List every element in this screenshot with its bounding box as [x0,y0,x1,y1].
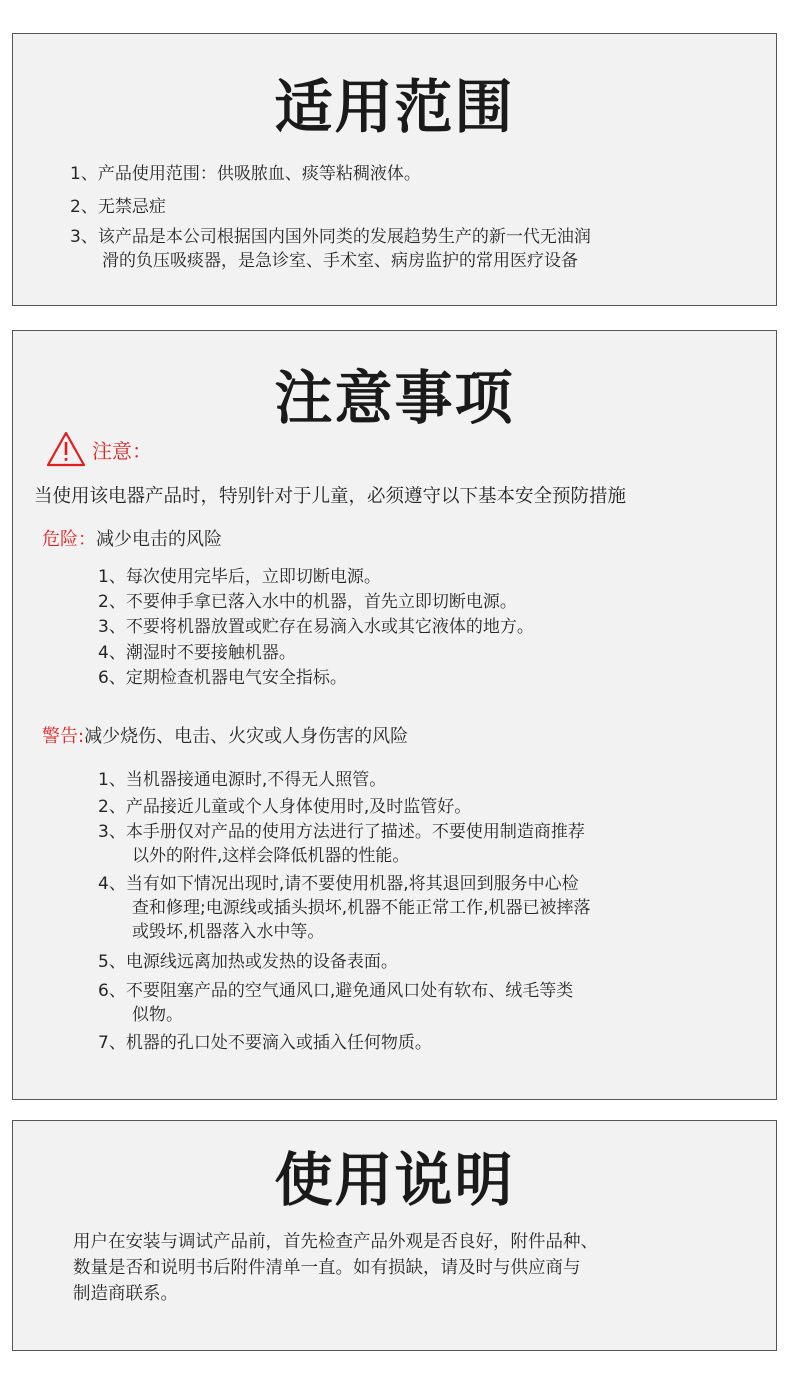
warning-heading [42,722,408,748]
usage-title: 使用说明 [274,1146,515,1214]
notes-title: 注意事项 [274,364,515,432]
danger-item-1: 1、每次使用完毕后，立即切断电源。 [98,567,381,587]
danger-item-5: 6、定期检查机器电气安全指标。 [98,668,347,688]
notice-header [46,431,152,467]
warning-heading-text: 减少烧伤、电击、火灾或人身伤害的风险 [84,726,409,747]
usage-line-1: 用户在安装与调试产品前，首先检查产品外观是否良好，附件品种、 [73,1232,598,1252]
scope-item-1: 1、产品使用范围：供吸脓血、痰等粘稠液体。 [70,164,421,184]
danger-item-2: 2、不要伸手拿已落入水中的机器，首先立即切断电源。 [98,592,517,612]
notes-panel [12,330,777,1100]
usage-paragraph [73,1229,723,1307]
scope-item-2: 2、无禁忌症 [70,197,166,217]
warning-item-3-cont: 以外的附件,这样会降低机器的性能。 [132,846,410,866]
warning-item-5: 5、电源线远离加热或发热的设备表面。 [98,952,398,972]
danger-tag: 危险： [42,529,96,550]
danger-item-4: 4、潮湿时不要接触机器。 [98,643,296,663]
usage-panel [12,1120,777,1351]
warning-tag: 警告: [42,726,85,747]
warning-item-3: 3、本手册仅对产品的使用方法进行了描述。不要使用制造商推荐 [98,822,585,842]
scope-panel [12,33,777,306]
scope-item-3-cont: 滑的负压吸痰器，是急诊室、手术室、病房监护的常用医疗设备 [102,251,578,271]
warning-item-4-cont-2: 或毁坏,机器落入水中等。 [132,922,325,942]
notice-label: 注意： [92,438,152,463]
scope-item-3: 3、该产品是本公司根据国内国外同类的发展趋势生产的新一代无油润 [70,227,591,247]
warning-item-1: 1、当机器接通电源时,不得无人照管。 [98,770,387,790]
danger-item-3: 3、不要将机器放置或贮存在易滴入水或其它液体的地方。 [98,617,534,637]
warning-item-6-cont: 似物。 [132,1005,183,1025]
scope-title: 适用范围 [274,73,515,141]
warning-item-4: 4、当有如下情况出现时,请不要使用机器,将其退回到服务中心检 [98,874,579,894]
notice-intro: 当使用该电器产品时，特别针对于儿童，必须遵守以下基本安全预防措施 [34,486,627,507]
warning-item-2: 2、产品接近儿童或个人身体使用时,及时监管好。 [98,797,472,817]
warning-triangle-icon [46,431,86,467]
usage-line-3: 制造商联系。 [73,1284,178,1304]
warning-item-7: 7、机器的孔口处不要滴入或插入任何物质。 [98,1033,432,1053]
danger-heading-text: 减少电击的风险 [96,529,222,550]
warning-item-6: 6、不要阻塞产品的空气通风口,避免通风口处有软布、绒毛等类 [98,981,574,1001]
warning-item-4-cont-1: 查和修理;电源线或插头损坏,机器不能正常工作,机器已被摔落 [132,898,591,918]
danger-heading [42,525,222,551]
usage-line-2: 数量是否和说明书后附件清单一直。如有损缺，请及时与供应商与 [73,1258,581,1278]
